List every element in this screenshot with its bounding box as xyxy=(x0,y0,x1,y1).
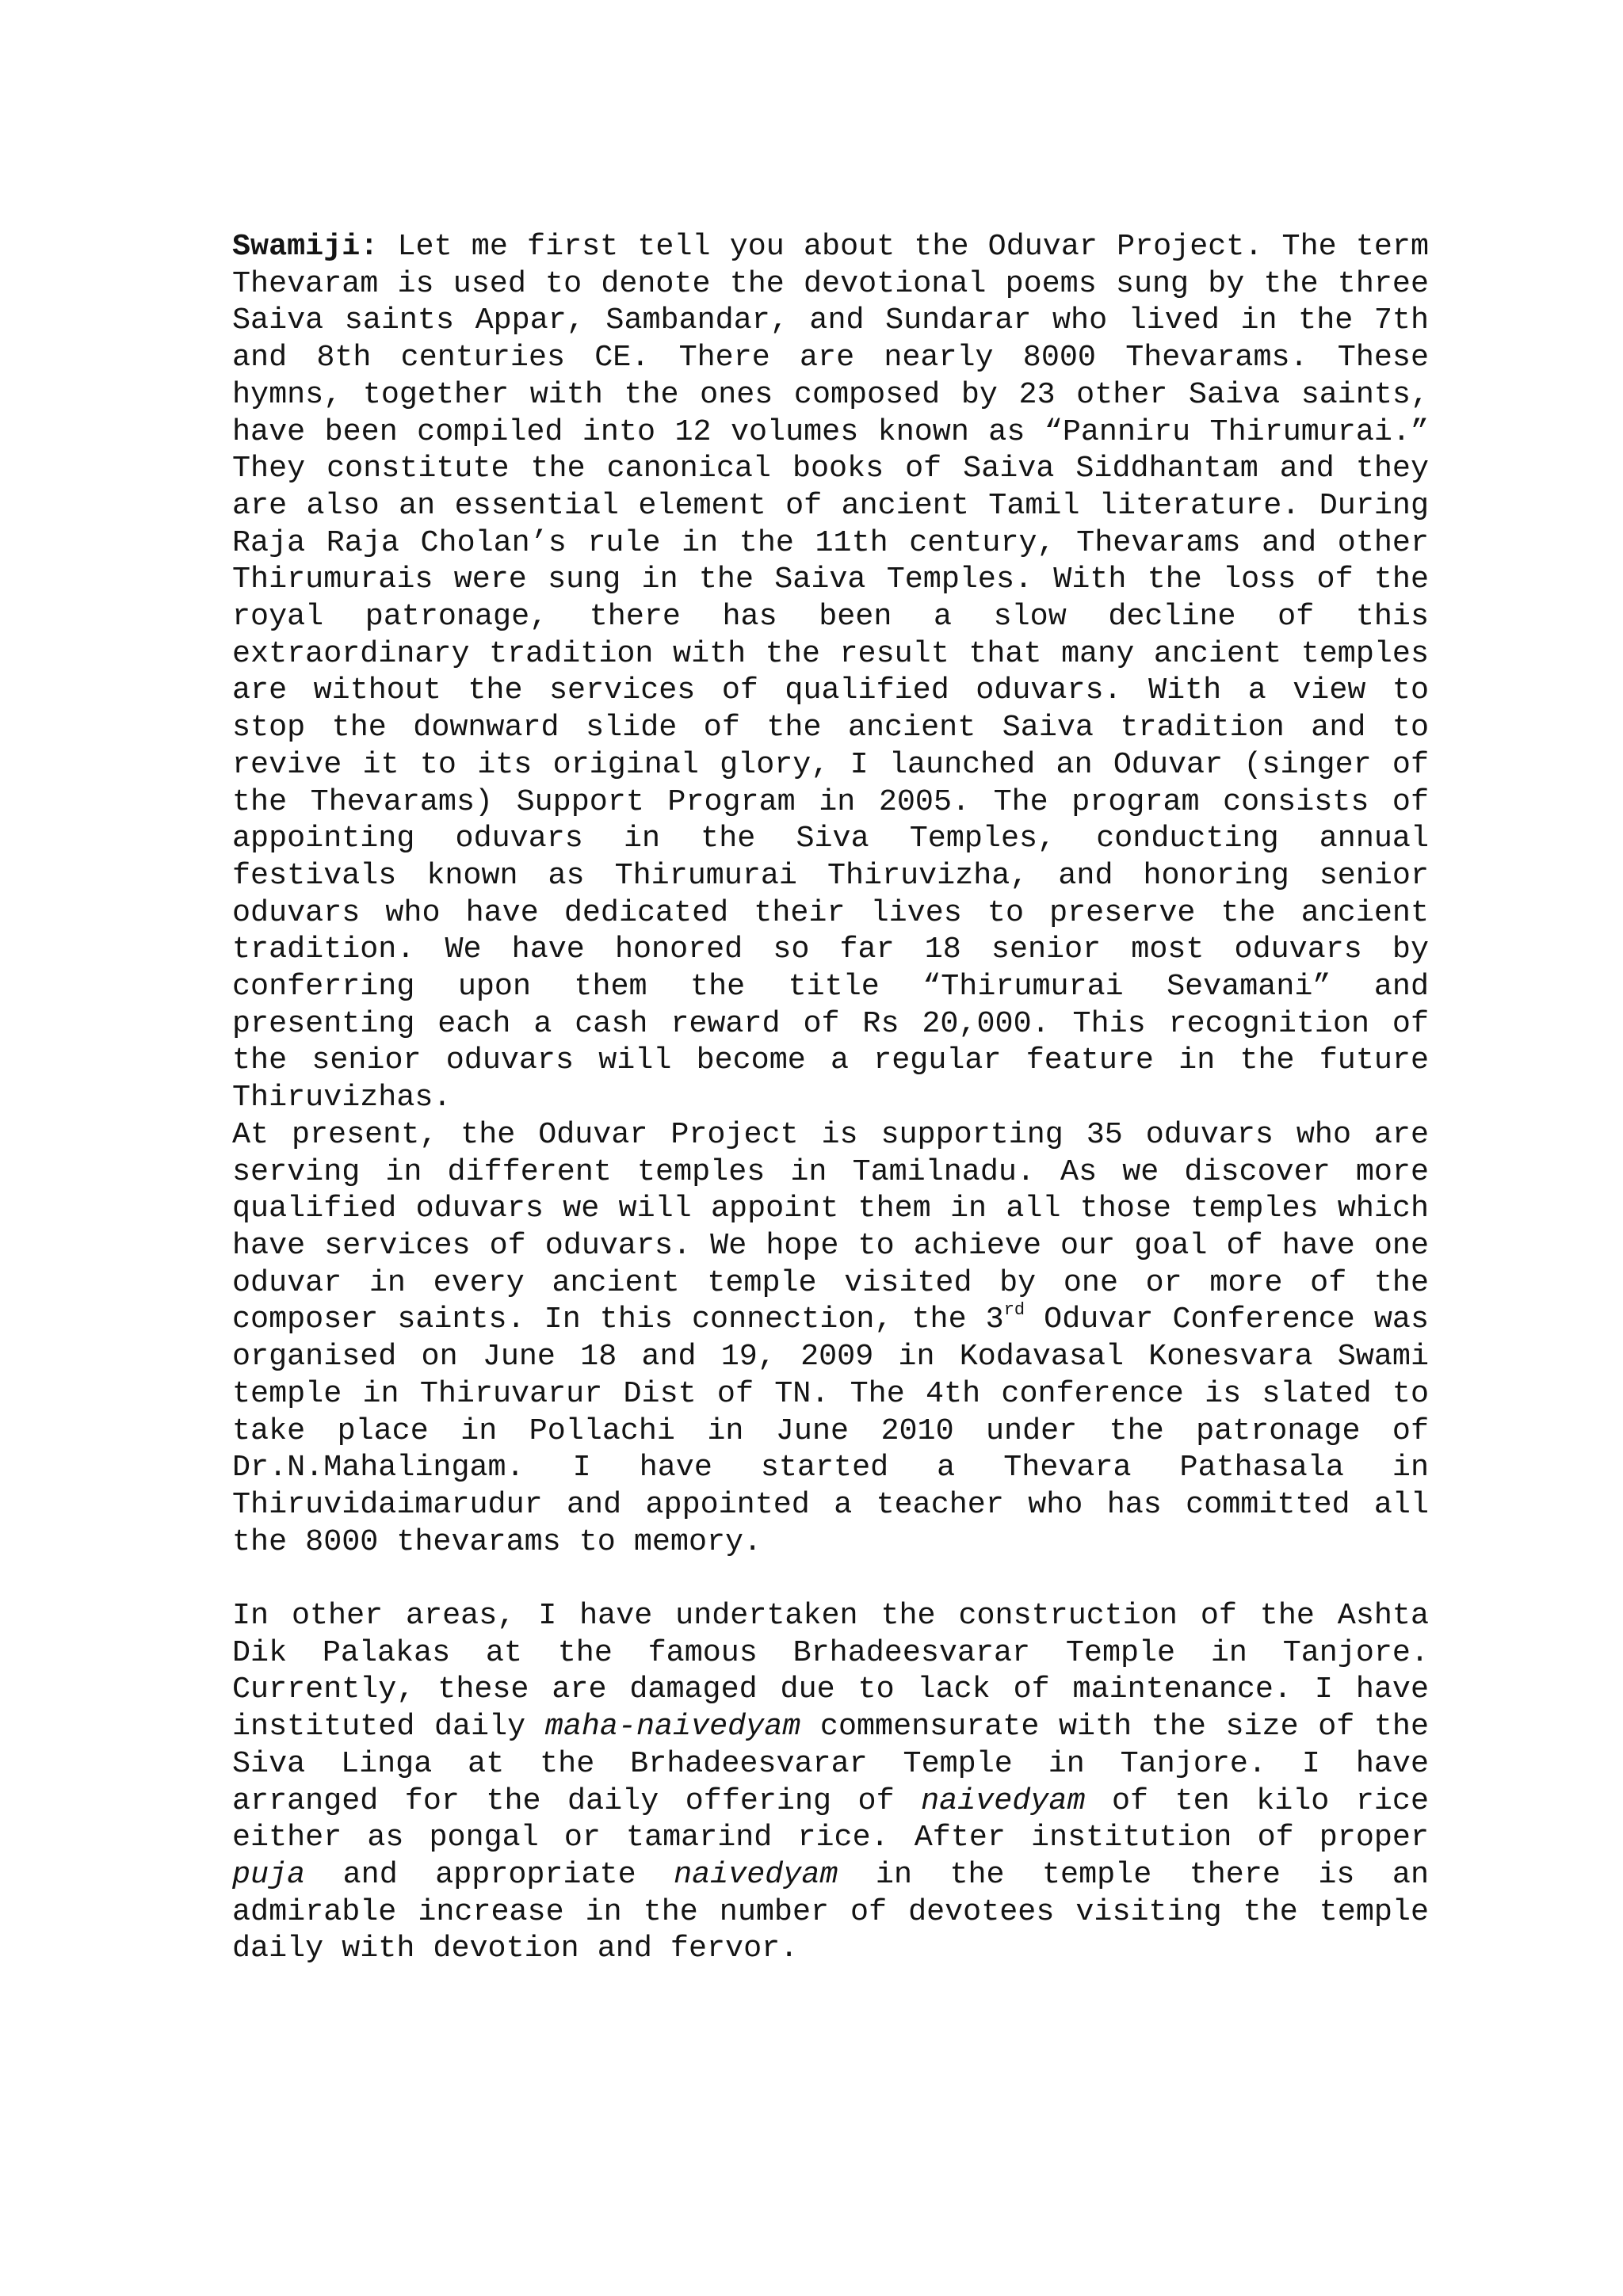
term-naivedyam-1: naivedyam xyxy=(921,1783,1086,1818)
speaker-label: Swamiji: xyxy=(232,229,379,264)
paragraph-1-text: Let me first tell you about the Oduvar Project. The term Thevaram is used to denote the devotional poems sung by the three Saiva saints Appar, Sambandar, and Sundarar who lived in the 7th and 8th centuries CE. There are nearly 8000 Thevarams. These hymns, together with the ones composed by 23 other Saiva saints, have been compiled into 12 volumes known as “Panniru Thirumurai.” They constitute the canonical books of Saiva Siddhantam and they are also an essential element of ancient Tamil literature. During Raja Raja Cholan’s rule in the 11th century, Thevarams and other Thirumurais were sung in the Saiva Temples. With the loss of the royal patronage, there has been a slow decline of this extraordinary tradition with the result that many ancient temples are without the services of qualified oduvars. With a view to stop the downward slide of the ancient Saiva tradition and to revive it to its original glory, I launched an Oduvar (singer of the Thevarams) Support Program in 2005. The program consists of appointing oduvars in the Siva Temples, conducting annual festivals known as Thirumurai Thiruvizha, and honoring senior oduvars who have dedicated their lives to preserve the ancient tradition. We have honored so far 18 senior most oduvars by conferring upon them the title “Thirumurai Sevamani” and presenting each a cash reward of Rs 20,000. This recognition of the senior oduvars will become a regular feature in the future Thiruvizhas. xyxy=(232,229,1429,1116)
paragraph-3-text-a: In other areas, I have undertaken the construction of the Ashta Dik Palakas at the famous Brhadeesvarar Temple in Tanjore. Currently, these are damaged due to lack of maintenance. I have instituted daily xyxy=(232,1598,1429,1745)
paragraph-other-areas xyxy=(232,1597,1429,1967)
paragraph-3-text-b: commensurate with the size of the Siva Linga at the Brhadeesvarar Temple in Tanjore. I have arranged for the daily offering of xyxy=(232,1709,1429,1818)
paragraph-2-text-b: Oduvar Conference was organised on June 18 and 19, 2009 in Kodavasal Konesvara Swami temple in Thiruvarur Dist of TN. The 4th conference is slated to take place in Pollachi in June 2010 under the patronage of Dr.N.Mahalingam. I have started a Thevara Pathasala in Thiruvidaimarudur and appointed a teacher who has committed all the 8000 thevarams to memory. xyxy=(232,1302,1429,1559)
paragraph-oduvar-project xyxy=(232,228,1429,1116)
paragraph-oduvar-support xyxy=(232,1116,1429,1560)
term-naivedyam-2: naivedyam xyxy=(674,1856,838,1892)
paragraph-2-text-a: At present, the Oduvar Project is supporting 35 oduvars who are serving in different temples in Tamilnadu. As we discover more qualified oduvars we will appoint them in all those temples which have services of oduvars. We hope to achieve our goal of have one oduvar in every ancient temple visited by one or more of the composer saints. In this connection, the 3 xyxy=(232,1116,1429,1337)
term-maha-naivedyam: maha-naivedyam xyxy=(544,1709,801,1745)
paragraph-3-text-c: of ten kilo rice either as pongal or tamarind rice. After institution of proper xyxy=(232,1783,1429,1855)
term-puja: puja xyxy=(232,1856,306,1892)
document-page xyxy=(232,228,1429,1967)
paragraph-3-text-e: in the temple there is an admirable increase in the number of devotees visiting the temple daily with devotion and fervor. xyxy=(232,1856,1429,1966)
paragraph-3-text-d: and appropriate xyxy=(305,1856,674,1892)
ordinal-superscript: rd xyxy=(1003,1300,1025,1321)
